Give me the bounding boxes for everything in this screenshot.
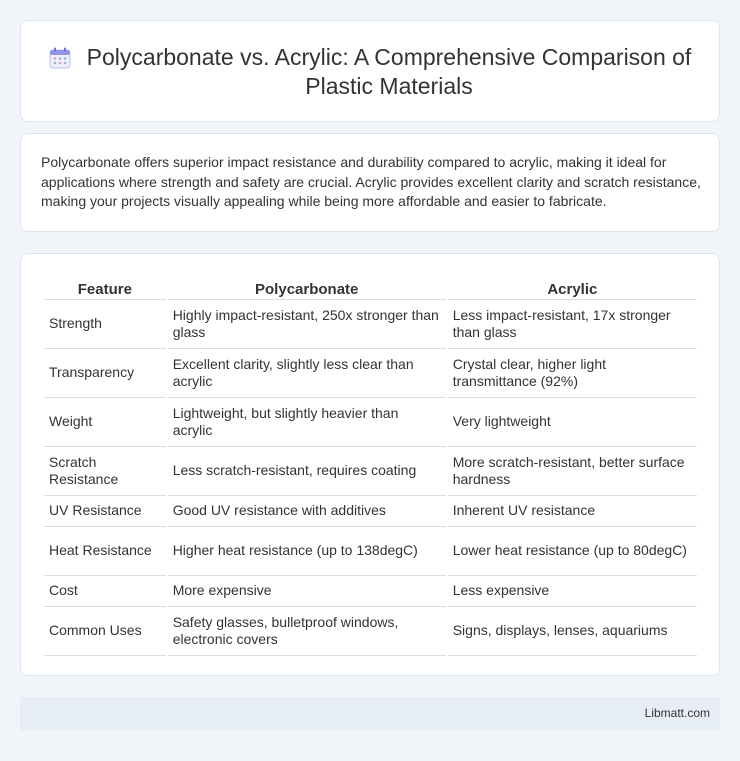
comparison-table: [42, 272, 699, 656]
page-title: Polycarbonate vs. Acrylic: A Comprehensive Comparison of Plastic Materials: [86, 44, 692, 99]
table-row: [44, 349, 697, 398]
summary-card: [20, 133, 720, 232]
table-row: [44, 527, 697, 576]
acrylic-cell: Less impact-resistant, 17x stronger than glass: [448, 300, 697, 349]
table-row: [44, 576, 697, 607]
feature-cell: Common Uses: [44, 607, 166, 656]
table-row: [44, 496, 697, 527]
acrylic-cell: Less expensive: [448, 576, 697, 607]
table-row: [44, 300, 697, 349]
header-acrylic: Acrylic: [448, 272, 697, 300]
polycarbonate-cell: Safety glasses, bulletproof windows, electronic covers: [168, 607, 446, 656]
acrylic-cell: More scratch-resistant, better surface hardness: [448, 447, 697, 496]
table-row: [44, 447, 697, 496]
acrylic-cell: Inherent UV resistance: [448, 496, 697, 527]
header-polycarbonate: Polycarbonate: [168, 272, 446, 300]
acrylic-cell: Crystal clear, higher light transmittance (92%): [448, 349, 697, 398]
table-row: [44, 607, 697, 656]
feature-cell: Weight: [44, 398, 166, 447]
polycarbonate-cell: Excellent clarity, slightly less clear than acrylic: [168, 349, 446, 398]
summary-text: Polycarbonate offers superior impact resistance and durability compared to acrylic, making it ideal for applications where strength and safety are crucial. Acrylic provides excellent clarity and scratch resistance, making your projects visually appealing while being more affordable and easier to fabricate.: [41, 154, 701, 209]
table-row: [44, 398, 697, 447]
feature-cell: Heat Resistance: [44, 527, 166, 576]
feature-cell: Transparency: [44, 349, 166, 398]
table-header-row: [44, 272, 697, 300]
acrylic-cell: Signs, displays, lenses, aquariums: [448, 607, 697, 656]
title-card: [20, 20, 720, 122]
polycarbonate-cell: Lightweight, but slightly heavier than acrylic: [168, 398, 446, 447]
footer-source-link[interactable]: Libmatt.com: [644, 706, 710, 720]
polycarbonate-cell: Higher heat resistance (up to 138degC): [168, 527, 446, 576]
feature-cell: Cost: [44, 576, 166, 607]
polycarbonate-cell: More expensive: [168, 576, 446, 607]
header-feature: Feature: [44, 272, 166, 300]
feature-cell: Scratch Resistance: [44, 447, 166, 496]
polycarbonate-cell: Less scratch-resistant, requires coating: [168, 447, 446, 496]
feature-cell: Strength: [44, 300, 166, 349]
comparison-card: [20, 253, 720, 676]
feature-cell: UV Resistance: [44, 496, 166, 527]
polycarbonate-cell: Highly impact-resistant, 250x stronger than glass: [168, 300, 446, 349]
acrylic-cell: Lower heat resistance (up to 80degC): [448, 527, 697, 576]
polycarbonate-cell: Good UV resistance with additives: [168, 496, 446, 527]
footer: [20, 697, 720, 730]
acrylic-cell: Very lightweight: [448, 398, 697, 447]
